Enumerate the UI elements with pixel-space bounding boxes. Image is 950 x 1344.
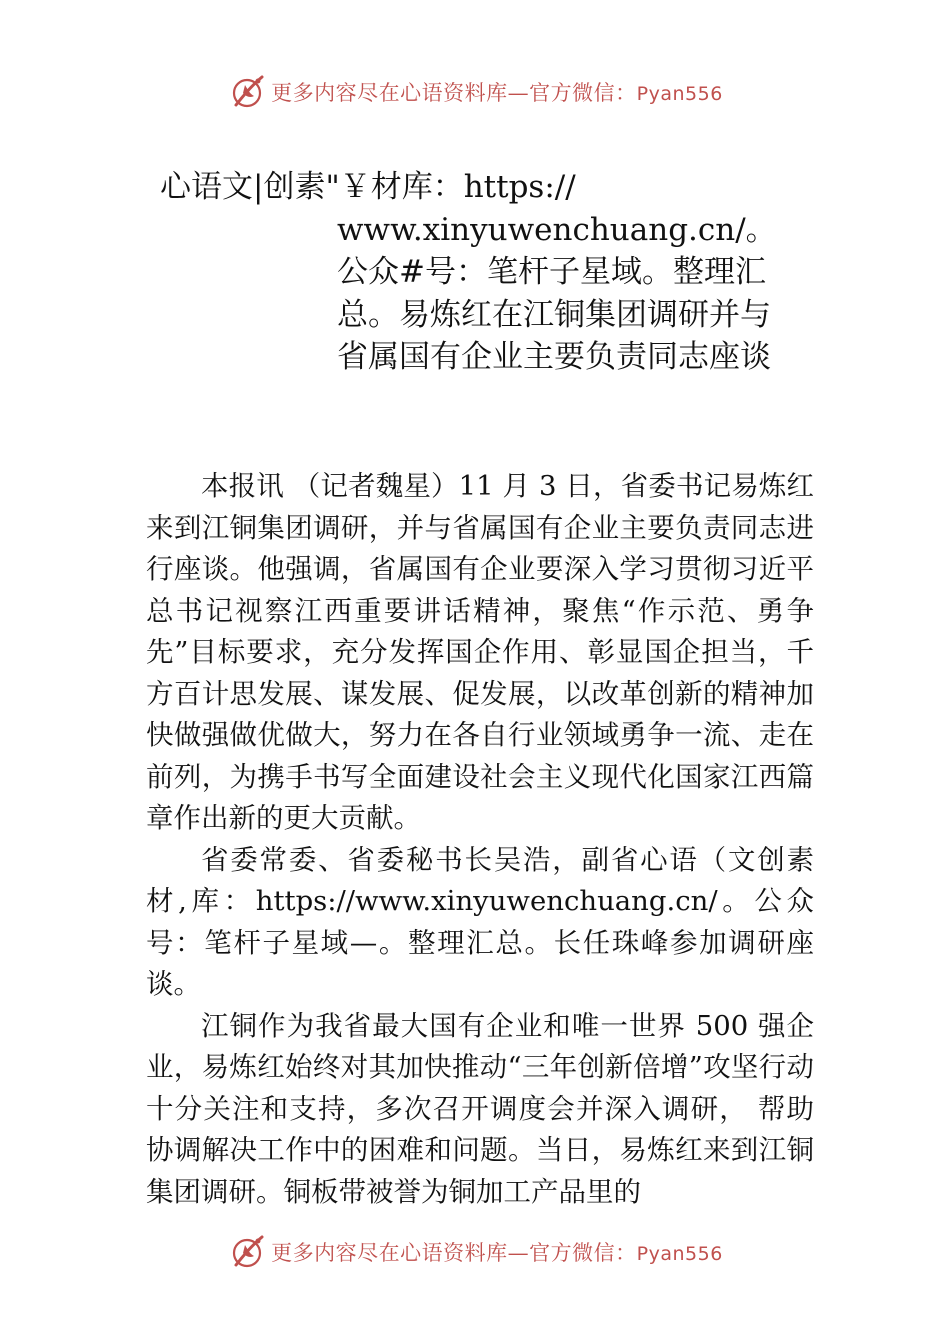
title-line-1: 心语文|创素"￥材库：https:// (160, 169, 576, 205)
footer-banner (0, 1230, 950, 1274)
brush-logo-icon (227, 72, 267, 112)
wechat-id: Pyan556 (636, 83, 723, 105)
paragraph-1: 本报讯 （记者魏星）11 月 3 日，省委书记易炼红来到江铜集团调研，并与省属国有企业主要负责同志进行座谈。他强调，省属国有企业要深入学习贯彻习近平总书记视察江西重要讲话精神，聚焦“作示范、勇争先”目标要求，充分发挥国企作用、彰显国企担当，千方百计思发展、谋发展、促发展，以改革创新的精神加快做强做优做大，努力在各自行业领域勇争一流、走在前列，为携手书写全面建设社会主义现代化国家江西篇章作出新的更大贡献。 (146, 470, 814, 834)
wechat-id: Pyan556 (636, 1243, 723, 1265)
brush-logo-icon (227, 1232, 267, 1272)
document-title (160, 166, 800, 379)
title-rest: www.xinyuwenchuang.cn/。公众#号：笔杆子星域。整理汇总。易炼红在江铜集团调研并与省属国有企业主要负责同志座谈 (337, 211, 777, 375)
article-body (146, 466, 814, 1213)
paragraph-2: 省委常委、省委秘书长吴浩，副省心语（文创素材,库：https://www.xinyuwenchuang.cn/。公众号：笔杆子星域—。整理汇总。长任珠峰参加调研座谈。 (146, 843, 814, 1000)
paragraph-3: 江铜作为我省最大国有企业和唯一世界 500 强企业，易炼红始终对其加快推动“三年创新倍增”攻坚行动十分关注和支持，多次召开调度会并深入调研， 帮助协调解决工作中的困难和问题。当日，易炼红来到江铜集团调研。铜板带被誉为铜加工产品里的 (146, 1009, 814, 1208)
banner-text: 更多内容尽在心语资料库—官方微信：Pyan556 (271, 81, 723, 105)
banner-text: 更多内容尽在心语资料库—官方微信：Pyan556 (271, 1241, 723, 1265)
header-banner (0, 70, 950, 114)
